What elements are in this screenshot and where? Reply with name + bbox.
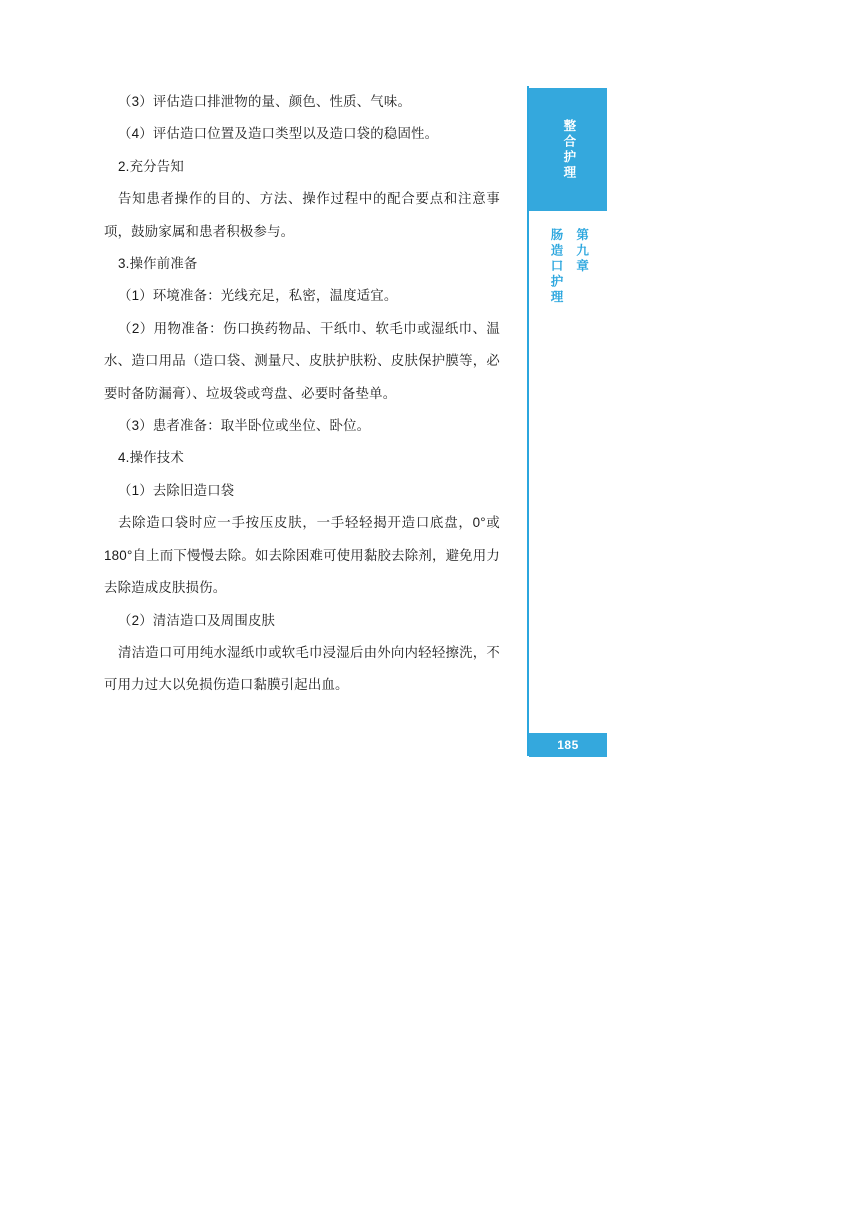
side-tab-label: 整合护理 (561, 118, 576, 181)
paragraph: （2）用物准备：伤口换药物品、干纸巾、软毛巾或湿纸巾、温水、造口用品（造口袋、测量尺、皮肤护肤粉、皮肤保护膜等，必要时备防漏膏）、垃圾袋或弯盘、必要时备垫单。 (104, 320, 500, 401)
side-tab-block (529, 88, 607, 211)
paragraph: （1）去除旧造口袋 (118, 482, 235, 498)
paragraph: （3）评估造口排泄物的量、颜色、性质、气味。 (118, 94, 412, 109)
paragraph: （3）患者准备：取半卧位或坐位、卧位。 (118, 418, 371, 434)
paragraph: 清洁造口可用纯水湿纸巾或软毛巾浸湿后由外向内轻轻擦洗，不可用力过大以免损伤造口黏膜引起出血。 (104, 644, 500, 693)
chapter-title-label: 肠造口护理 (549, 228, 563, 306)
chapter-number-label: 第九章 (574, 228, 589, 275)
page-number-box (529, 733, 607, 757)
chapter-marginalia (529, 228, 607, 388)
page-number: 185 (557, 738, 579, 752)
paragraph: （4）评估造口位置及造口类型以及造口袋的稳固性。 (118, 126, 439, 142)
body-text-column (104, 86, 500, 702)
paragraph: 告知患者操作的目的、方法、操作过程中的配合要点和注意事项，鼓励家属和患者积极参与。 (104, 191, 500, 239)
paragraph: （2）清洁造口及周围皮肤 (118, 612, 276, 628)
side-tab-inner (529, 88, 607, 211)
paragraph: 去除造口袋时应一手按压皮肤，一手轻轻揭开造口底盘，0°或180°自上而下慢慢去除。如去除困难可使用黏胶去除剂，避免用力去除造成皮肤损伤。 (104, 515, 500, 596)
paragraph: （1）环境准备：光线充足，私密，温度适宜。 (118, 288, 398, 304)
section-heading: 2.充分告知 (118, 158, 184, 174)
section-heading: 4.操作技术 (118, 450, 184, 466)
section-heading: 3.操作前准备 (118, 256, 198, 272)
